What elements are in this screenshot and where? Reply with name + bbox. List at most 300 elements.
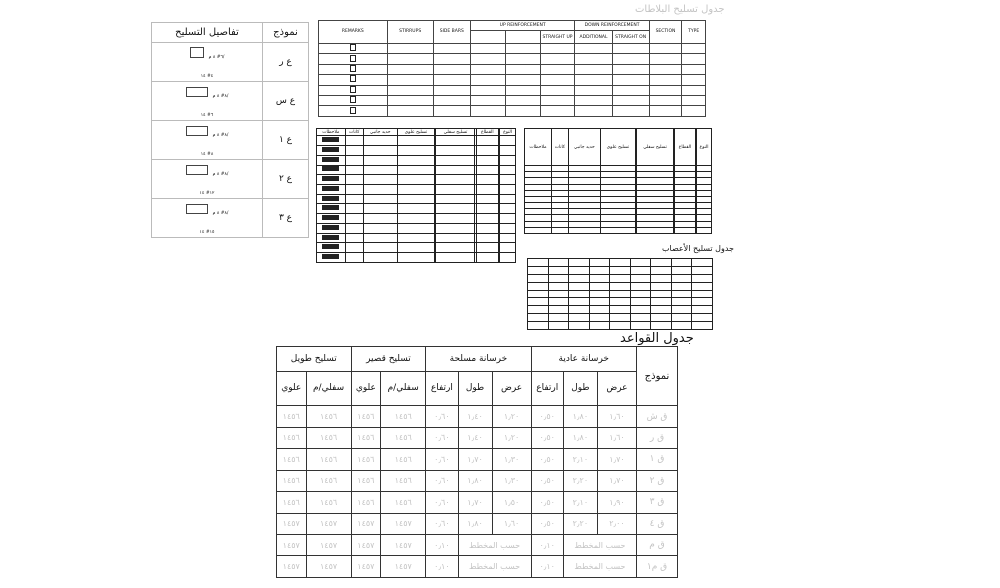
beam-cell [397, 175, 434, 185]
slab-cell [470, 54, 505, 64]
foundation-cell: ١٤٥٧ [277, 535, 307, 556]
slabs-subhead [505, 31, 540, 44]
beam-cell [436, 223, 475, 233]
column-type: ع ١ [263, 121, 309, 160]
column-main-label: ١٢# ١٤ [199, 191, 215, 196]
foundation-cell: ١٫٢٠ [492, 427, 531, 448]
beam-row [528, 290, 713, 298]
column-stirrup-label: ٨# ٨ م/ [212, 211, 229, 216]
slabs-rows [319, 43, 706, 116]
beam-cell [345, 204, 363, 214]
slab-cell [649, 43, 682, 53]
beam-cell [551, 227, 568, 233]
slab-cell [505, 75, 540, 85]
beam-cell [630, 282, 651, 290]
beam-cell: تسليح علوي [397, 129, 434, 136]
slab-cell [540, 106, 575, 117]
slab-cell [612, 75, 649, 85]
column-section-sketch [186, 165, 208, 175]
foundation-cell: ٠٫٥٠ [531, 513, 563, 534]
foundation-cell: ١٤٥٦ [381, 492, 426, 513]
beam-section-icon [322, 244, 339, 249]
slab-cell [319, 64, 388, 74]
beam-cell [436, 194, 475, 204]
slab-cell [540, 54, 575, 64]
beam-cell [610, 259, 631, 267]
slabs-head-type: TYPE [682, 21, 706, 44]
beam-cell [610, 282, 631, 290]
beam-cell [345, 146, 363, 156]
slab-cell [612, 85, 649, 95]
slab-cell [649, 96, 682, 106]
beam-header-row [525, 129, 712, 166]
slab-cell [575, 75, 612, 85]
beam-cell [548, 298, 569, 306]
beam-row [528, 314, 713, 322]
beam-row [317, 136, 516, 146]
beam-cell: ملاحظات [317, 129, 346, 136]
beam-cell [363, 184, 397, 194]
beam-section-icon [322, 176, 339, 181]
beam-section-icon [322, 147, 339, 152]
beam-cell [651, 314, 672, 322]
slab-cell [387, 106, 433, 117]
column-section-sketch [186, 126, 208, 136]
foundation-cell: ١٤٥٧ [277, 513, 307, 534]
column-detail-cell [152, 199, 263, 238]
beam-cell [671, 266, 692, 274]
foundation-type: ق ١ [637, 449, 678, 470]
column-stirrup-label: ٨# ٨ م/ [212, 94, 229, 99]
foundation-cell: ١٤٥٦ [306, 427, 351, 448]
beam-cell [363, 233, 397, 243]
beam-cell [436, 253, 475, 263]
foundation-cell: ١٤٥٧ [306, 556, 351, 578]
foundation-cell: ١٤٥٦ [381, 449, 426, 470]
beam-row [528, 322, 713, 330]
beam-cell [671, 314, 692, 322]
found-sub: علوي [351, 371, 381, 406]
foundation-cell: ١٫٨٠ [563, 427, 597, 448]
beam-cell [651, 322, 672, 330]
slab-cell [575, 106, 612, 117]
beam-cell [345, 214, 363, 224]
beam-cell [697, 227, 712, 233]
found-head-long: تسليح طويل [277, 347, 352, 372]
foundation-row [277, 556, 678, 578]
beam-cell [345, 136, 363, 146]
foundation-cell: ٠٫٥٠ [531, 492, 563, 513]
slab-row [319, 43, 706, 53]
beam-cell [477, 165, 499, 175]
beam-cell: تسليح علوي [600, 129, 635, 166]
beam-cell [397, 233, 434, 243]
beam-cell [500, 253, 516, 263]
slabs-subhead-straight-up: STRAIGHT UP [540, 31, 575, 44]
slab-cell [649, 54, 682, 64]
beam-cell [500, 243, 516, 253]
beam-cell [651, 266, 672, 274]
foundation-cell: ١٤٥٦ [277, 492, 307, 513]
beam-cell [436, 136, 475, 146]
foundation-cell: ١٤٥٦ [351, 406, 381, 427]
foundation-cell: حسب المخطط [563, 556, 636, 578]
beam-row [317, 155, 516, 165]
beam-cell [675, 227, 695, 233]
foundation-row [277, 449, 678, 470]
foundation-cell: ١٫٧٠ [458, 449, 492, 470]
column-type: ع ر [263, 43, 309, 82]
beam-cell: القطاع [477, 129, 499, 136]
beam-cell [436, 146, 475, 156]
beam-cell [630, 298, 651, 306]
slab-cell [575, 64, 612, 74]
beam-cell [630, 274, 651, 282]
foundation-cell: حسب المخطط [458, 556, 531, 578]
slab-mark-icon [350, 86, 356, 93]
beam-section-icon [322, 157, 339, 162]
beam-cell [363, 194, 397, 204]
beam-cell [569, 266, 590, 274]
beam-section-icon [322, 235, 339, 240]
slab-cell [319, 43, 388, 53]
beam-cell [589, 306, 610, 314]
column-stirrup-label: ٨# ٨ م/ [212, 133, 229, 138]
beam-cell [569, 259, 590, 267]
foundation-cell: ١٫٩٠ [597, 492, 636, 513]
beam-cell [528, 282, 549, 290]
column-main-label: ٨# ١٤ [200, 152, 214, 157]
slab-cell [470, 75, 505, 85]
beam-cell [477, 155, 499, 165]
found-sub: سفلي/م [381, 371, 426, 406]
beam-cell [500, 223, 516, 233]
beam-cell [651, 282, 672, 290]
beam-cell [589, 290, 610, 298]
slab-mark-icon [350, 96, 356, 103]
foundation-row [277, 406, 678, 427]
beam-cell [436, 214, 475, 224]
column-section-sketch [190, 47, 204, 58]
beam-cell [569, 314, 590, 322]
found-head-plain: خرسانة عادية [531, 347, 636, 372]
beam-cell [500, 233, 516, 243]
foundation-cell: ١٫٥٠ [492, 492, 531, 513]
beam-cell [692, 314, 713, 322]
column-type: ع س [263, 82, 309, 121]
beam-cell [651, 259, 672, 267]
foundation-cell: ٠٫١٠ [426, 535, 458, 556]
column-detail-cell [152, 43, 263, 82]
foundations-table [276, 346, 678, 578]
foundation-cell: ٠٫٦٠ [426, 470, 458, 491]
found-sub: طول [563, 371, 597, 406]
beam-cell [528, 306, 549, 314]
slab-cell [433, 43, 470, 53]
beam-cell [363, 204, 397, 214]
foundation-cell: ٠٫٦٠ [426, 406, 458, 427]
foundation-row [277, 427, 678, 448]
beam-cell [548, 259, 569, 267]
foundation-cell: ١٤٥٧ [381, 556, 426, 578]
beam-cell [692, 298, 713, 306]
slab-cell [505, 43, 540, 53]
beam-cell [436, 184, 475, 194]
beam-cell [363, 165, 397, 175]
beam-cell: ملاحظات [525, 129, 552, 166]
beam-cell [397, 204, 434, 214]
foundation-cell: ١٤٥٦ [306, 406, 351, 427]
beam-section-icon [322, 137, 339, 142]
foundation-cell: ١٤٥٧ [381, 535, 426, 556]
found-sub: عرض [597, 371, 636, 406]
beam-section-icon [322, 205, 339, 210]
found-head-short: تسليح قصير [351, 347, 426, 372]
foundation-cell: ١٫٧٠ [597, 470, 636, 491]
beam-cell [317, 175, 346, 185]
column-main-label: ١٥# ١٤ [199, 230, 215, 235]
beam-cell [500, 175, 516, 185]
slab-cell [433, 96, 470, 106]
foundation-type: ق ٢ [637, 470, 678, 491]
beam-cell [477, 146, 499, 156]
foundation-cell: ١٤٥٦ [277, 427, 307, 448]
beam-cell [548, 274, 569, 282]
beam-cell [692, 282, 713, 290]
beam-cell [671, 290, 692, 298]
foundation-cell: ٠٫٦٠ [426, 513, 458, 534]
slabs-head-down: DOWN REINFORCEMENT [575, 21, 649, 31]
slab-cell [470, 106, 505, 117]
beam-cell [671, 274, 692, 282]
beam-cell [692, 259, 713, 267]
beam-row [317, 175, 516, 185]
beam-cell [363, 214, 397, 224]
beam-cell [317, 253, 346, 263]
beam-cell [397, 165, 434, 175]
foundation-cell: ١٫٨٠ [458, 513, 492, 534]
beam-cell: تسليح سفلي [436, 129, 475, 136]
slab-cell [433, 75, 470, 85]
beam-cell [436, 155, 475, 165]
beam-row [317, 243, 516, 253]
beam-cell [436, 175, 475, 185]
foundation-cell: ١٤٥٦ [277, 449, 307, 470]
slab-cell [319, 96, 388, 106]
foundation-type: ق ش [637, 406, 678, 427]
beam-cell [610, 306, 631, 314]
slab-cell [505, 96, 540, 106]
slab-row [319, 64, 706, 74]
beam-cell [589, 322, 610, 330]
beam-cell [317, 194, 346, 204]
beam-cell [500, 184, 516, 194]
slab-cell [682, 54, 706, 64]
beam-cell [500, 214, 516, 224]
columns-head-details: تفاصيل التسليح [152, 23, 263, 43]
beam-cell [436, 165, 475, 175]
slab-cell [575, 96, 612, 106]
found-sub: عرض [492, 371, 531, 406]
foundation-cell: ١٤٥٦ [351, 427, 381, 448]
beam-row [317, 214, 516, 224]
beam-cell [630, 290, 651, 298]
slab-row [319, 75, 706, 85]
beam-cell [610, 298, 631, 306]
beam-cell: النوع [500, 129, 516, 136]
beam-cell [436, 243, 475, 253]
slab-cell [470, 85, 505, 95]
slab-cell [387, 75, 433, 85]
beam-cell [317, 214, 346, 224]
column-type: ع ٣ [263, 199, 309, 238]
foundation-cell: ١٫٤٠ [458, 427, 492, 448]
slab-cell [505, 64, 540, 74]
columns-details-table [151, 22, 309, 238]
slab-cell [387, 43, 433, 53]
beam-cell [651, 306, 672, 314]
beam-cell [630, 306, 651, 314]
foundation-cell: ٢٫٢٠ [563, 470, 597, 491]
column-main-label: ٦# ١٤ [200, 113, 214, 118]
beam-row [317, 253, 516, 263]
foundation-cell: ٠٫٥٠ [531, 427, 563, 448]
found-sub: ارتفاع [426, 371, 458, 406]
beam-cell [345, 184, 363, 194]
slab-cell [470, 96, 505, 106]
foundation-cell: ١٫٤٠ [458, 406, 492, 427]
slab-cell [612, 54, 649, 64]
foundation-cell: ١٤٥٦ [306, 449, 351, 470]
foundation-cell: ٠٫١٠ [531, 556, 563, 578]
column-detail-cell [152, 121, 263, 160]
beam-cell [610, 266, 631, 274]
slab-cell [505, 85, 540, 95]
slab-cell [319, 75, 388, 85]
foundation-row [277, 513, 678, 534]
foundation-cell: ١٤٥٦ [351, 492, 381, 513]
beam-section-icon [322, 196, 339, 201]
beam-cell [589, 314, 610, 322]
foundation-cell: ٠٫١٠ [531, 535, 563, 556]
beam-cell [589, 282, 610, 290]
beam-cell [397, 146, 434, 156]
beam-cell [436, 233, 475, 243]
column-stirrup-label: ٨# ٨ م/ [212, 172, 229, 177]
foundation-cell: ١٤٥٧ [306, 513, 351, 534]
beam-cell [610, 322, 631, 330]
foundation-row [277, 470, 678, 491]
beam-cell [589, 274, 610, 282]
beam-cell [317, 243, 346, 253]
beam-cell [630, 322, 651, 330]
foundation-cell: ٢٫٢٠ [563, 513, 597, 534]
beam-cell [692, 290, 713, 298]
foundation-cell: ١٤٥٦ [306, 492, 351, 513]
beam-header-row [317, 129, 516, 136]
beam-row [317, 146, 516, 156]
beam-cell [345, 155, 363, 165]
column-detail-cell [152, 82, 263, 121]
foundation-cell: ١٤٥٦ [381, 470, 426, 491]
beam-cell [477, 214, 499, 224]
slab-cell [682, 96, 706, 106]
foundation-cell: ١٫٦٠ [597, 406, 636, 427]
beams-table-left [316, 128, 516, 263]
slabs-reinforcement-table [318, 20, 706, 117]
columns-head-type: نموذج [263, 23, 309, 43]
beam-cell [692, 274, 713, 282]
beam-cell [610, 274, 631, 282]
foundation-cell: ١٫٢٠ [492, 406, 531, 427]
beam-cell [692, 266, 713, 274]
beam-cell [477, 204, 499, 214]
column-stirrup-label: ٦# ٨ م/ [208, 55, 225, 60]
foundation-cell: ١٤٥٦ [381, 427, 426, 448]
slabs-head-section: SECTION [649, 21, 682, 44]
beam-row [317, 184, 516, 194]
foundation-cell: ١٤٥٧ [381, 513, 426, 534]
beam-cell [317, 146, 346, 156]
foundation-cell: ٢٫١٠ [563, 492, 597, 513]
beam-cell [637, 227, 674, 233]
beam-cell [528, 314, 549, 322]
foundation-cell: ١٤٥٧ [277, 556, 307, 578]
slab-mark-icon [350, 44, 356, 51]
slab-cell [682, 64, 706, 74]
foundation-cell: ١٫٧٠ [458, 492, 492, 513]
beam-cell [317, 233, 346, 243]
slab-cell [540, 64, 575, 74]
foundation-cell: ٠٫١٠ [426, 556, 458, 578]
foundation-cell: ١٫٨٠ [563, 406, 597, 427]
foundation-cell: ١٤٥٦ [306, 470, 351, 491]
beam-cell [568, 227, 600, 233]
slab-row [319, 85, 706, 95]
beam-cell [671, 298, 692, 306]
beam-cell: كانات [551, 129, 568, 166]
beam-cell [528, 322, 549, 330]
slab-cell [649, 106, 682, 117]
foundation-cell: ١٫٧٠ [597, 449, 636, 470]
beam-row [317, 204, 516, 214]
beam-cell [671, 306, 692, 314]
beam-cell [477, 233, 499, 243]
beam-cell [692, 322, 713, 330]
beam-cell [569, 274, 590, 282]
beam-section-icon [322, 225, 339, 230]
slab-cell [682, 85, 706, 95]
beam-cell [589, 259, 610, 267]
ribs-table [527, 258, 713, 330]
beam-cell: حديد جانبي [363, 129, 397, 136]
slab-mark-icon [350, 75, 356, 82]
beam-row [528, 266, 713, 274]
beam-cell: النوع [697, 129, 712, 166]
beam-cell [569, 322, 590, 330]
beam-cell [477, 136, 499, 146]
beam-cell [630, 314, 651, 322]
foundation-cell: ١٤٥٧ [306, 535, 351, 556]
beam-cell [528, 298, 549, 306]
beam-cell [548, 266, 569, 274]
beam-cell [528, 290, 549, 298]
foundation-cell: ١٫٣٠ [492, 449, 531, 470]
beam-cell [397, 184, 434, 194]
beam-cell [317, 204, 346, 214]
beam-cell [692, 306, 713, 314]
beam-row [317, 233, 516, 243]
